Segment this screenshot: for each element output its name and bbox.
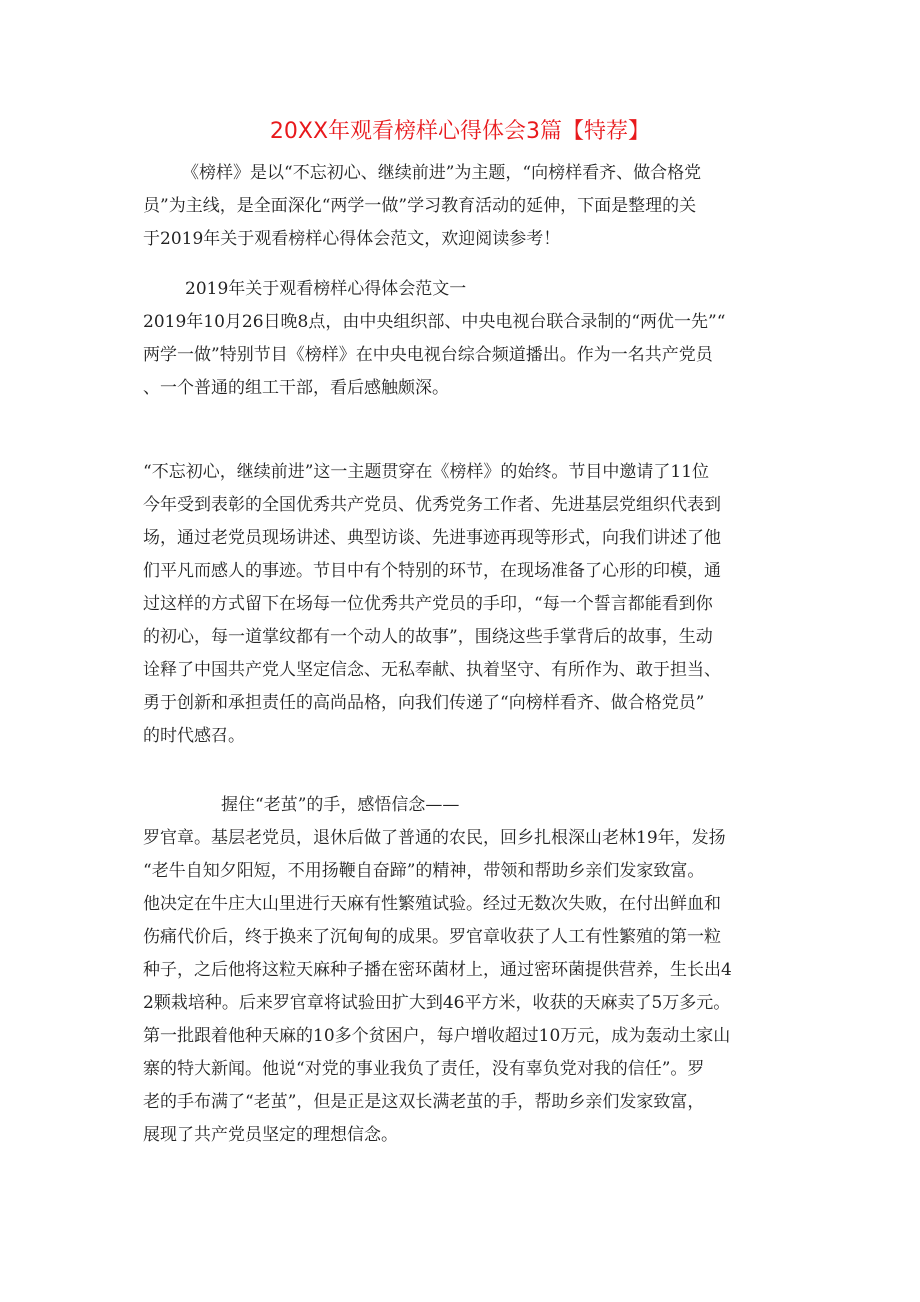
paragraph-3 xyxy=(143,822,783,1152)
paragraph-line: 、一个普通的组工干部，看后感触颇深。 xyxy=(143,378,449,398)
paragraph-line: 罗官章。基层老党员，退休后做了普通的农民，回乡扎根深山老林19年，发扬 xyxy=(143,828,726,848)
paragraph-line: 场，通过老党员现场讲述、典型访谈、先进事迹再现等形式，向我们讲述了他 xyxy=(143,528,721,548)
paragraph-line: 诠释了中国共产党人坚定信念、无私奉献、执着坚守、有所作为、敢于担当、 xyxy=(143,660,721,680)
paragraph-line: 展现了共产党员坚定的理想信念。 xyxy=(143,1125,398,1145)
paragraph-line: 他决定在牛庄大山里进行天麻有性繁殖试验。经过无数次失败，在付出鲜血和 xyxy=(143,894,721,914)
section-heading: 2019年关于观看榜样心得体会范文一 xyxy=(185,279,467,299)
paragraph-line: 第一批跟着他种天麻的10多个贫困户，每户增收超过10万元，成为轰动土家山 xyxy=(143,1026,731,1046)
intro-paragraph xyxy=(143,157,783,256)
paragraph-line: 过这样的方式留下在场每一位优秀共产党员的手印，“每一个誓言都能看到你 xyxy=(143,594,713,614)
paragraph-line: 寨的特大新闻。他说“对党的事业我负了责任，没有辜负党对我的信任”。罗 xyxy=(143,1059,705,1079)
paragraph-line: 种子，之后他将这粒天麻种子播在密环菌材上，通过密环菌提供营养，生长出4 xyxy=(143,960,732,980)
paragraph-line: 2颗栽培种。后来罗官章将试验田扩大到46平方米，收获的天麻卖了5万多元。 xyxy=(143,993,731,1013)
paragraph-1 xyxy=(143,306,783,405)
paragraph-line: 今年受到表彰的全国优秀共产党员、优秀党务工作者、先进基层党组织代表到 xyxy=(143,495,721,515)
paragraph-line: 的时代感召。 xyxy=(143,726,245,746)
paragraph-2 xyxy=(143,456,783,753)
paragraph-line: 老的手布满了“老茧”，但是正是这双长满老茧的手，帮助乡亲们发家致富， xyxy=(143,1092,705,1112)
paragraph-line: 伤痛代价后，终于换来了沉甸甸的成果。罗官章收获了人工有性繁殖的第一粒 xyxy=(143,927,721,947)
paragraph-line: 勇于创新和承担责任的高尚品格，向我们传递了“向榜样看齐、做合格党员” xyxy=(143,693,705,713)
section-heading-block xyxy=(143,273,783,306)
intro-line: 于2019年关于观看榜样心得体会范文，欢迎阅读参考！ xyxy=(143,229,561,249)
paragraph-line: 的初心，每一道掌纹都有一个动人的故事”，围绕这些手掌背后的故事，生动 xyxy=(143,627,713,647)
paragraph-line: “不忘初心，继续前进”这一主题贯穿在《榜样》的始终。节目中邀请了11位 xyxy=(143,462,710,482)
paragraph-line: 两学一做”特别节目《榜样》在中央电视台综合频道播出。作为一名共产党员 xyxy=(143,345,713,365)
document-title: 20XX年观看榜样心得体会3篇【特荐】 xyxy=(269,119,651,144)
subheading: 握住“老茧”的手，感悟信念—— xyxy=(221,795,460,815)
paragraph-line: 2019年10月26日晚8点，由中央组织部、中央电视台联合录制的“两优一先”“ xyxy=(143,312,726,332)
subheading-block xyxy=(143,789,783,822)
intro-line: 员”为主线，是全面深化“两学一做”学习教育活动的延伸，下面是整理的关 xyxy=(143,196,697,216)
intro-line: 《榜样》是以“不忘初心、继续前进”为主题，“向榜样看齐、做合格党 xyxy=(182,163,702,183)
paragraph-line: 们平凡而感人的事迹。节目中有个特别的环节，在现场准备了心形的印模，通 xyxy=(143,561,721,581)
paragraph-line: “老牛自知夕阳短，不用扬鞭自奋蹄”的精神，带领和帮助乡亲们发家致富。 xyxy=(143,861,705,881)
